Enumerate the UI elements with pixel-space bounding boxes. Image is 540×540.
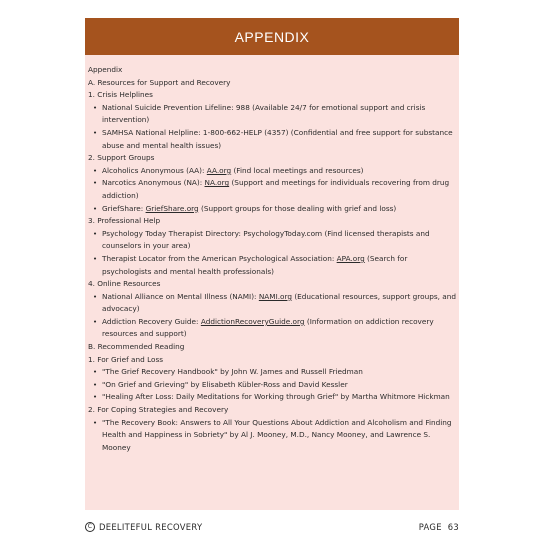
apa-desc: (Search for psychologists and mental health professionals) [102, 253, 408, 276]
bullet-icon: • [92, 379, 98, 389]
copyright-icon: C [85, 522, 95, 532]
content-heading: Appendix [88, 65, 123, 74]
page-number-value: 63 [447, 522, 459, 532]
list-item [88, 203, 457, 216]
list-item [88, 379, 457, 392]
list-item [88, 165, 457, 178]
griefshare-link[interactable]: GriefShare.org [145, 203, 199, 213]
na-link[interactable]: NA.org [204, 178, 230, 188]
bullet-icon: • [92, 102, 98, 112]
griefshare-label: GriefShare: [102, 203, 146, 213]
list-item [88, 177, 457, 202]
psychology-today-item: Psychology Today Therapist Directory: PsychologyToday.com (Find licensed therapists and counselors in your area) [102, 228, 430, 251]
professional-help-title: 3. Professional Help [88, 216, 161, 226]
list-item [88, 253, 457, 278]
bullet-icon: • [92, 291, 98, 301]
book-grief-recovery: "The Grief Recovery Handbook" by John W. James and Russell Friedman [102, 367, 363, 377]
bullet-icon: • [92, 417, 98, 427]
grief-books-title: 1. For Grief and Loss [88, 354, 164, 364]
list-item [88, 291, 457, 316]
list-item [88, 417, 457, 455]
book-on-grief: "On Grief and Grieving" by Elisabeth Kübler-Ross and David Kessler [102, 379, 348, 389]
footer-brand [85, 522, 202, 532]
arg-desc: (Information on addiction recovery resources and support) [102, 316, 434, 339]
aa-desc: (Find local meetings and resources) [231, 165, 364, 175]
na-desc: (Support and meetings for individuals recovering from drug addiction) [102, 178, 450, 200]
na-label: Narcotics Anonymous (NA): [102, 178, 205, 188]
appendix-content [85, 55, 459, 510]
bullet-icon: • [92, 178, 98, 188]
aa-link[interactable]: AA.org [206, 165, 232, 175]
bullet-icon: • [92, 127, 98, 137]
book-recovery: "The Recovery Book: Answers to All Your Questions About Addiction and Alcoholism and Finding Health and Happiness in Sobriety" by Al J. Mooney, M.D., Nancy Mooney, and Lawrence S. Mooney [102, 417, 452, 452]
list-item [88, 366, 457, 379]
crisis-helplines-title: 1. Crisis Helplines [88, 90, 153, 100]
aa-label: Alcoholics Anonymous (AA): [102, 165, 207, 175]
list-item [88, 127, 457, 152]
nami-desc: (Educational resources, support groups, and advocacy) [102, 291, 457, 314]
section-a-title: A. Resources for Support and Recovery [88, 77, 231, 87]
apa-link[interactable]: APA.org [336, 253, 365, 263]
apa-label: Therapist Locator from the American Psychological Association: [102, 253, 337, 263]
bullet-icon: • [92, 165, 98, 175]
brand-name: DEELITEFUL RECOVERY [99, 522, 203, 532]
page-number [419, 522, 459, 532]
page-label: PAGE [418, 522, 442, 532]
nami-label: National Alliance on Mental Illness (NAMI): [102, 291, 259, 301]
list-item [88, 391, 457, 404]
arg-label: Addiction Recovery Guide: [102, 316, 201, 326]
bullet-icon: • [92, 228, 98, 238]
section-b-title: B. Recommended Reading [88, 342, 185, 352]
arg-link[interactable]: AddictionRecoveryGuide.org [200, 316, 305, 326]
support-groups-title: 2. Support Groups [88, 153, 155, 163]
list-item [88, 316, 457, 341]
bullet-icon: • [92, 203, 98, 213]
bullet-icon: • [92, 253, 98, 263]
bullet-icon: • [92, 392, 98, 402]
nami-link[interactable]: NAMI.org [258, 291, 293, 301]
list-item [88, 102, 457, 127]
crisis-item-988: National Suicide Prevention Lifeline: 988 (Available 24/7 for emotional support and crisis intervention) [102, 102, 426, 125]
book-healing-after-loss: "Healing After Loss: Daily Meditations for Working through Grief" by Martha Whitmore Hickman [102, 392, 450, 402]
bullet-icon: • [92, 316, 98, 326]
crisis-item-samhsa: SAMHSA National Helpline: 1-800-662-HELP (4357) (Confidential and free support for substance abuse and mental health issues) [102, 127, 453, 150]
header-title: APPENDIX [234, 28, 310, 45]
list-item [88, 228, 457, 253]
griefshare-desc: (Support groups for those dealing with grief and loss) [198, 203, 397, 213]
bullet-icon: • [92, 367, 98, 377]
appendix-header [85, 18, 459, 55]
coping-books-title: 2. For Coping Strategies and Recovery [88, 405, 229, 415]
online-resources-title: 4. Online Resources [88, 279, 161, 289]
